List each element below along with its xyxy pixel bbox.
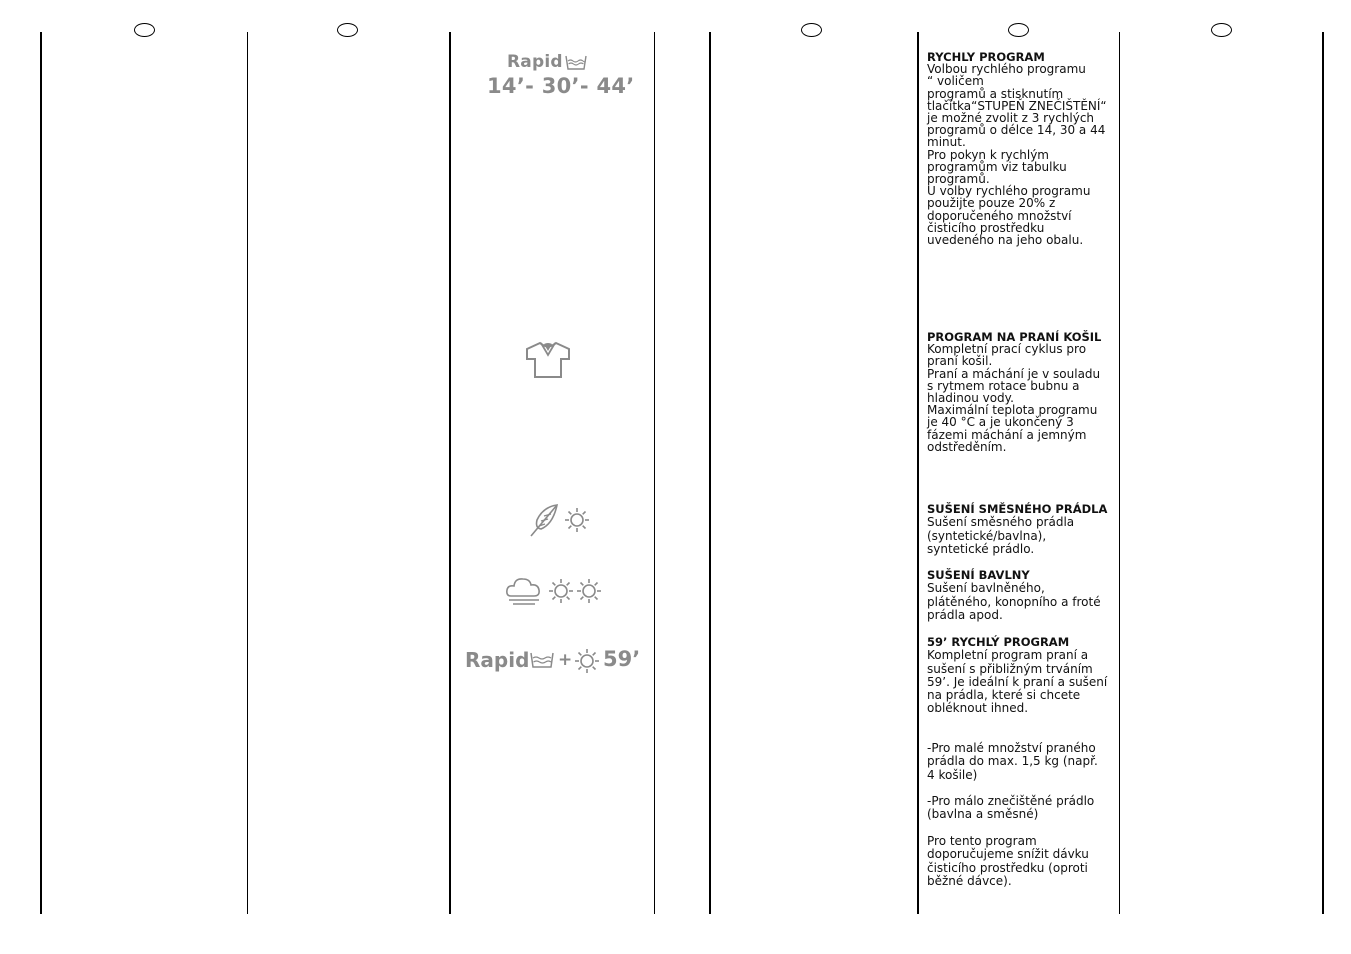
- column-rule: [40, 32, 42, 914]
- rapid-label: Rapid: [507, 52, 563, 72]
- note-low-soil: [927, 795, 1115, 822]
- shirt-icon: [524, 340, 572, 380]
- section-heading: SUŠENÍ BAVLNY: [927, 568, 1030, 582]
- section-body: Volbou rychlého programu “ voličem programů a stisknutím tlačítka“STUPEŇ ZNEČIŠTĚNÍ“ je možné zvolit z 3 rychlých programů o délce 14, 30 a 44 minut. Pro pokyn k rychlým programům viz tabulku programů. U volby rychlého programu použijte pouze 20% z doporučeného množství čisticího prostředku uvedeného na jeho obalu.: [927, 62, 1107, 248]
- note-detergent: [927, 835, 1115, 888]
- section-rychly-program: [927, 51, 1115, 246]
- section-heading: 59’ RYCHLÝ PROGRAM: [927, 635, 1070, 649]
- section-suseni-bavlny: [927, 569, 1115, 622]
- sun-icon: [576, 578, 602, 604]
- plus-sign: +: [558, 650, 573, 670]
- section-heading: PROGRAM NA PRANÍ KOŠIL: [927, 330, 1102, 344]
- circle-marker: [337, 23, 358, 37]
- section-body: Kompletní program praní a sušení s přibližným trváním 59’. Je ideální k praní a sušení na prádla, které si chcete obléknout ihned.: [927, 648, 1108, 716]
- section-praní-kosil: [927, 331, 1115, 453]
- circle-marker: [1211, 23, 1232, 37]
- circle-marker: [134, 23, 155, 37]
- wash-tub-icon: [530, 652, 554, 668]
- section-suseni-smesneho: [927, 503, 1115, 556]
- section-body: Sušení bavlněného, plátěného, konopního a froté prádla apod.: [927, 581, 1101, 622]
- rapid59-label: Rapid: [465, 648, 530, 672]
- circle-marker: [1008, 23, 1029, 37]
- sun-icon: [564, 507, 590, 533]
- note-small-load: [927, 742, 1115, 782]
- column-rule: [1322, 32, 1324, 914]
- section-heading: RYCHLY PROGRAM: [927, 50, 1045, 64]
- note-text: -Pro málo znečištěné prádlo (bavlna a směsné): [927, 794, 1095, 822]
- sun-icon: [548, 578, 574, 604]
- rapid59-time: 59’: [603, 647, 641, 671]
- section-rychly-59: [927, 636, 1115, 716]
- section-heading: SUŠENÍ SMĚSNÉHO PRÁDLA: [927, 502, 1108, 516]
- circle-marker: [801, 23, 822, 37]
- sun-icon: [574, 648, 600, 674]
- column-rule: [449, 32, 451, 914]
- column-rule: [654, 32, 655, 914]
- cloud-icon: [505, 574, 543, 606]
- section-body: Sušení směsného prádla (syntetické/bavlna), syntetické prádlo.: [927, 515, 1075, 556]
- column-rule: [1119, 32, 1120, 914]
- note-text: -Pro malé množství praného prádla do max. 1,5 kg (např. 4 košile): [927, 741, 1098, 782]
- wash-tub-icon: [565, 55, 587, 70]
- column-rule: [917, 32, 919, 914]
- feather-icon: [527, 502, 561, 538]
- note-text: Pro tento program doporučujeme snížit dávku čisticího prostředku (oproti běžné dávce).: [927, 834, 1089, 888]
- column-rule: [247, 32, 248, 914]
- rapid-times: 14’- 30’- 44’: [487, 74, 635, 98]
- column-rule: [709, 32, 711, 914]
- section-body: Kompletní prací cyklus pro praní košil. Praní a máchání je v souladu s rytmem rotace bubnu a hladinou vody. Maximální teplota programu je 40 °C a je ukončený 3 fázemi máchání a jemným odstředěním.: [927, 342, 1101, 454]
